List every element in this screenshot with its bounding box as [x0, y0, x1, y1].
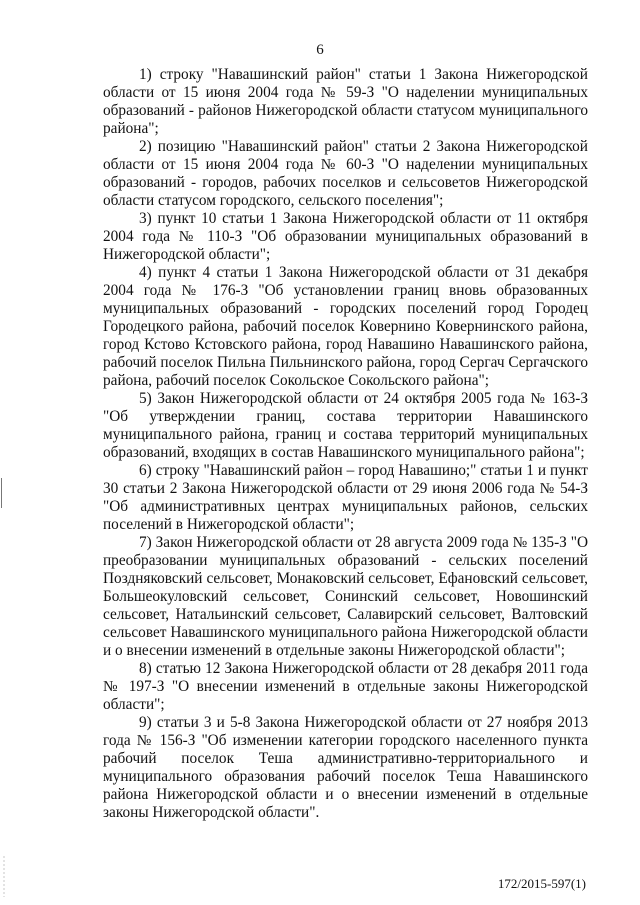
list-item: 8) статью 12 Закона Нижегородской области от 28 декабря 2011 года № 197-З "О внесении изменений в отдельные законы Нижегородской области"; [103, 660, 588, 713]
list-item: 1) строку "Навашинский район" статьи 1 Закона Нижегородской области от 15 июня 2004 года № 59-З "О наделении муниципальных образований - районов Нижегородской области статусом муниципального района"; [103, 66, 588, 137]
document-code: 172/2015-597(1) [497, 876, 586, 891]
list-item: 4) пункт 4 статьи 1 Закона Нижегородской области от 31 декабря 2004 года № 176-З "Об установлении границ вновь образованных муниципальных образований - городских поселений город Городец Городецкого района, рабочий поселок Ковернино Ковернинского района, город Кстово Кстовского района, город Навашино Навашинского района, рабочий поселок Пильна Пильнинского района, город Сергач Сергачского района, рабочий поселок Сокольское Сокольского района"; [103, 264, 588, 389]
list-item: 3) пункт 10 статьи 1 Закона Нижегородской области от 11 октября 2004 года № 110-З "Об образовании муниципальных образований в Нижегородской области"; [103, 210, 588, 263]
list-item: 7) Закон Нижегородской области от 28 августа 2009 года № 135-З "О преобразовании муниципальных образований - сельских поселений Поздняковский сельсовет, Монаковский сельсовет, Ефановский сельсовет, Большеокуловский сельсовет, Сонинский сельсовет, Новошинский сельсовет, Натальинский сельсовет, Салавирский сельсовет, Валтовский сельсовет Навашинского муниципального района Нижегородской области и о внесении изменений в отдельные законы Нижегородской области"; [103, 534, 588, 659]
scan-margin-dots [3, 855, 5, 897]
list-item: 6) строку "Навашинский район – город Навашино;" статьи 1 и пункт 30 статьи 2 Закона Нижегородской области от 29 июня 2006 года № 54-З "Об административных центрах муниципальных районов, сельских поселений в Нижегородской области"; [103, 462, 588, 533]
page-number: 6 [316, 42, 324, 58]
document-body [103, 66, 588, 822]
scan-margin-mark [1, 478, 2, 508]
list-item: 5) Закон Нижегородской области от 24 октября 2005 года № 163-З "Об утверждении границ, состава территории Навашинского муниципального района, границ и состава территорий муниципальных образований, входящих в состав Навашинского муниципального района"; [103, 390, 588, 461]
list-item: 9) статьи 3 и 5-8 Закона Нижегородской области от 27 ноября 2013 года № 156-З "Об изменении категории городского населенного пункта рабочий поселок Теша административно-территориального и муниципального образования рабочий поселок Теша Навашинского района Нижегородской области и о внесении изменений в отдельные законы Нижегородской области". [103, 714, 588, 821]
list-item: 2) позицию "Навашинский район" статьи 2 Закона Нижегородской области от 15 июня 2004 года № 60-З "О наделении муниципальных образований - городов, рабочих поселков и сельсоветов Нижегородской области статусом городского, сельского поселения"; [103, 138, 588, 209]
